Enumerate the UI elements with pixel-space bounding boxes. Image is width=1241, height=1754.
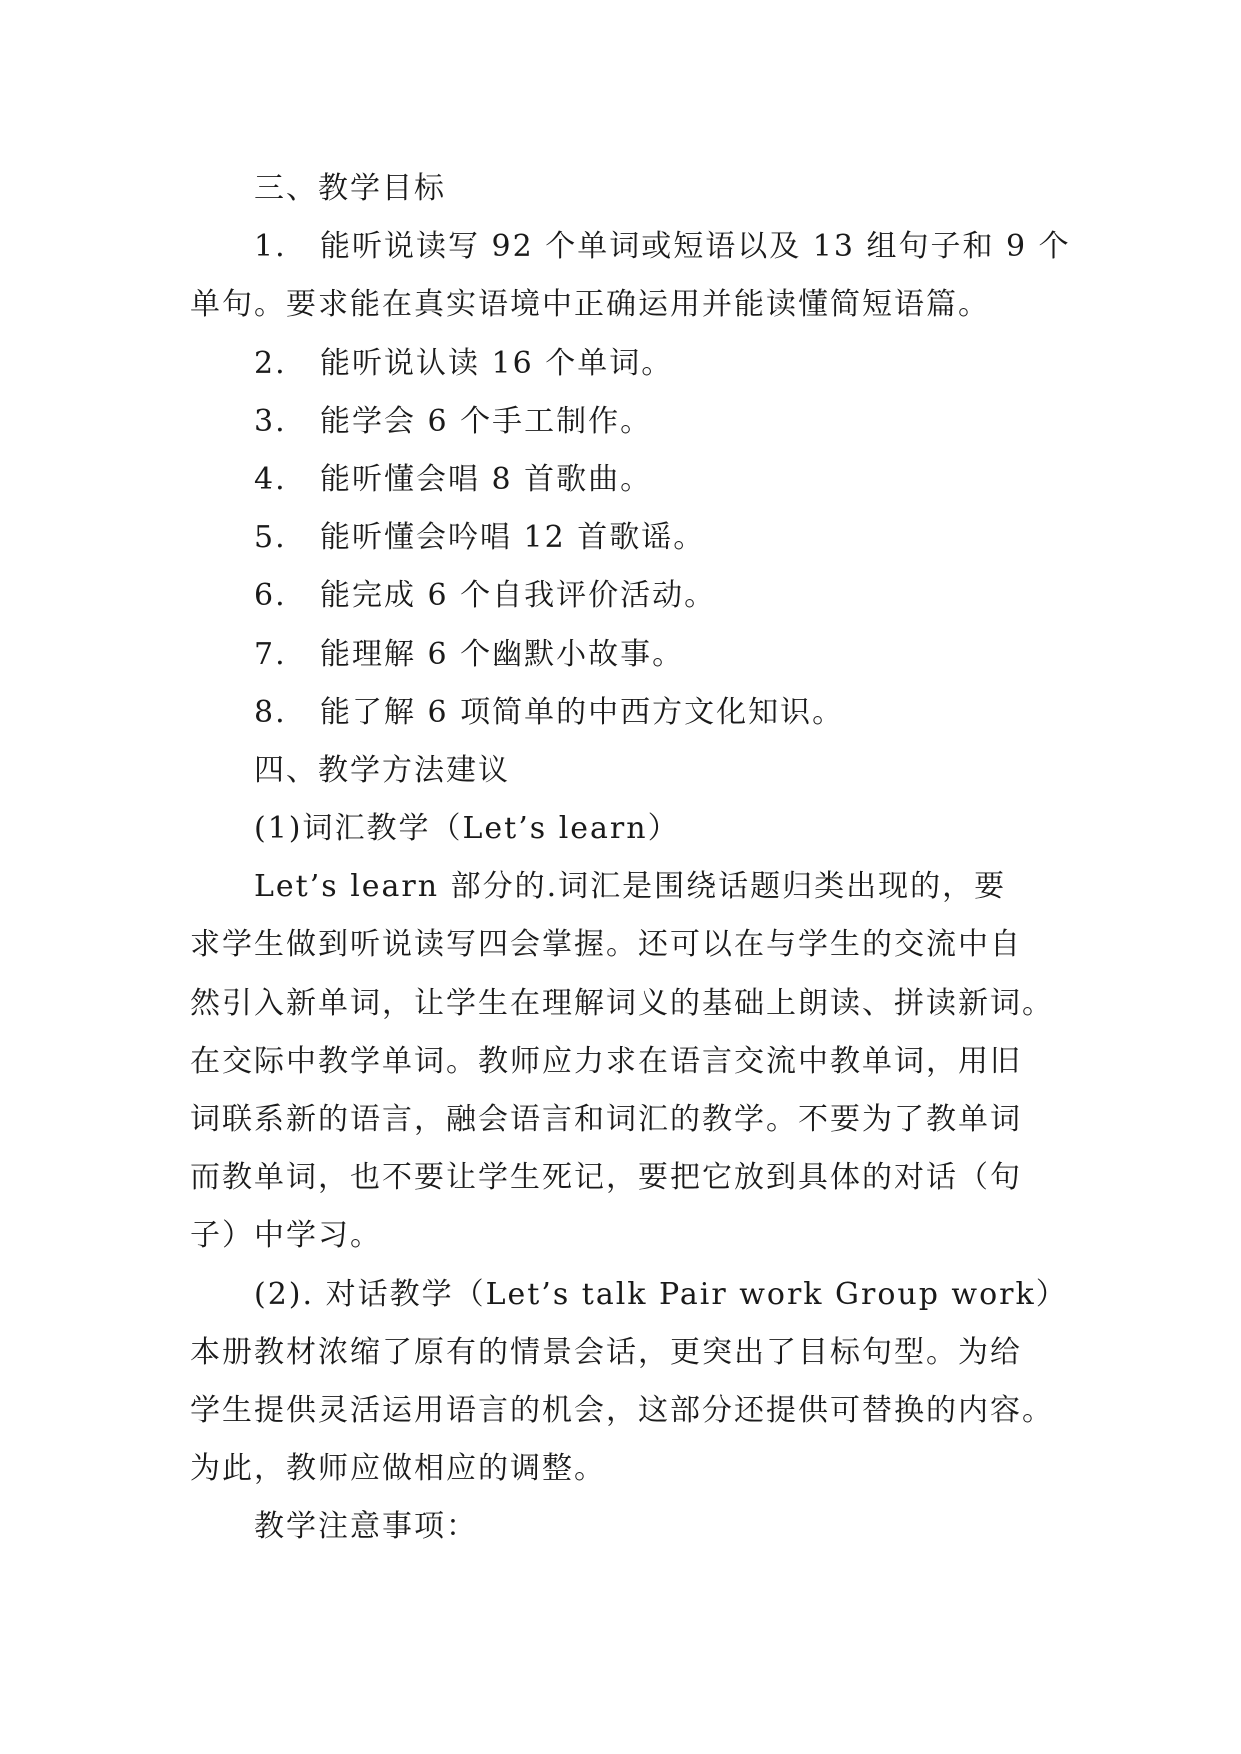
goal-text: 能听懂会唱 8 首歌曲。 [320, 461, 653, 497]
notes-heading: 教学注意事项： [254, 1509, 478, 1545]
paragraph-line: 学生提供灵活运用语言的机会，这部分还提供可替换的内容。 [190, 1392, 1054, 1428]
paragraph-line: 然引入新单词，让学生在理解词义的基础上朗读、拼读新词。 [190, 985, 1054, 1021]
paragraph-line: 而教单词，也不要让学生死记，要把它放到具体的对话（句 [190, 1160, 1022, 1196]
paragraph-line: 求学生做到听说读写四会掌握。还可以在与学生的交流中自 [190, 927, 1022, 963]
goal-number: 4. [254, 461, 287, 497]
goal-text: 能听说读写 92 个单词或短语以及 13 组句子和 9 个 [320, 229, 1071, 265]
goal-item-2 [190, 335, 1060, 393]
section-heading-teaching-methods: 四、教学方法建议 [254, 752, 510, 788]
goal-text: 能完成 6 个自我评价活动。 [320, 578, 717, 614]
goal-item-1-continuation: 单句。要求能在真实语境中正确运用并能读懂简短语篇。 [190, 287, 990, 323]
subsection-heading-dialogue: (2). 对话教学（Let’s talk Pair work Group work） [254, 1276, 1068, 1312]
goal-text: 能了解 6 项简单的中西方文化知识。 [320, 694, 845, 730]
goal-item-6 [190, 567, 1060, 625]
goal-text: 能学会 6 个手工制作。 [320, 403, 653, 439]
paragraph-line: 本册教材浓缩了原有的情景会话，更突出了目标句型。为给 [190, 1334, 1022, 1370]
document-body [190, 160, 1071, 1557]
paragraph-line: 在交际中教学单词。教师应力求在语言交流中教单词，用旧 [190, 1043, 1022, 1079]
subsection-heading-vocabulary: (1)词汇教学（Let’s learn） [254, 811, 680, 847]
goal-text: 能理解 6 个幽默小故事。 [320, 636, 685, 672]
goal-number: 3. [254, 403, 287, 439]
goal-item-7 [190, 626, 1060, 684]
paragraph-line: 子）中学习。 [190, 1218, 382, 1254]
goal-number: 1. [254, 229, 287, 265]
section-heading-teaching-goals: 三、教学目标 [254, 171, 446, 206]
paragraph-line: 为此，教师应做相应的调整。 [190, 1451, 606, 1487]
goal-item-1 [190, 218, 1071, 276]
goal-item-5 [190, 509, 1060, 567]
goal-number: 7. [254, 636, 287, 672]
goal-number: 5. [254, 520, 287, 556]
goal-item-4 [190, 451, 1060, 509]
goal-number: 2. [254, 345, 287, 381]
paragraph-line: Let’s learn 部分的.词汇是围绕话题归类出现的，要 [254, 869, 1007, 905]
goal-text: 能听懂会吟唱 12 首歌谣。 [320, 520, 706, 556]
goal-item-8 [190, 684, 1060, 742]
goal-number: 8. [254, 694, 287, 730]
goal-text: 能听说认读 16 个单词。 [320, 345, 674, 381]
goal-number: 6. [254, 578, 287, 614]
goal-item-3 [190, 393, 1060, 451]
paragraph-line: 词联系新的语言，融会语言和词汇的教学。不要为了教单词 [190, 1102, 1022, 1137]
